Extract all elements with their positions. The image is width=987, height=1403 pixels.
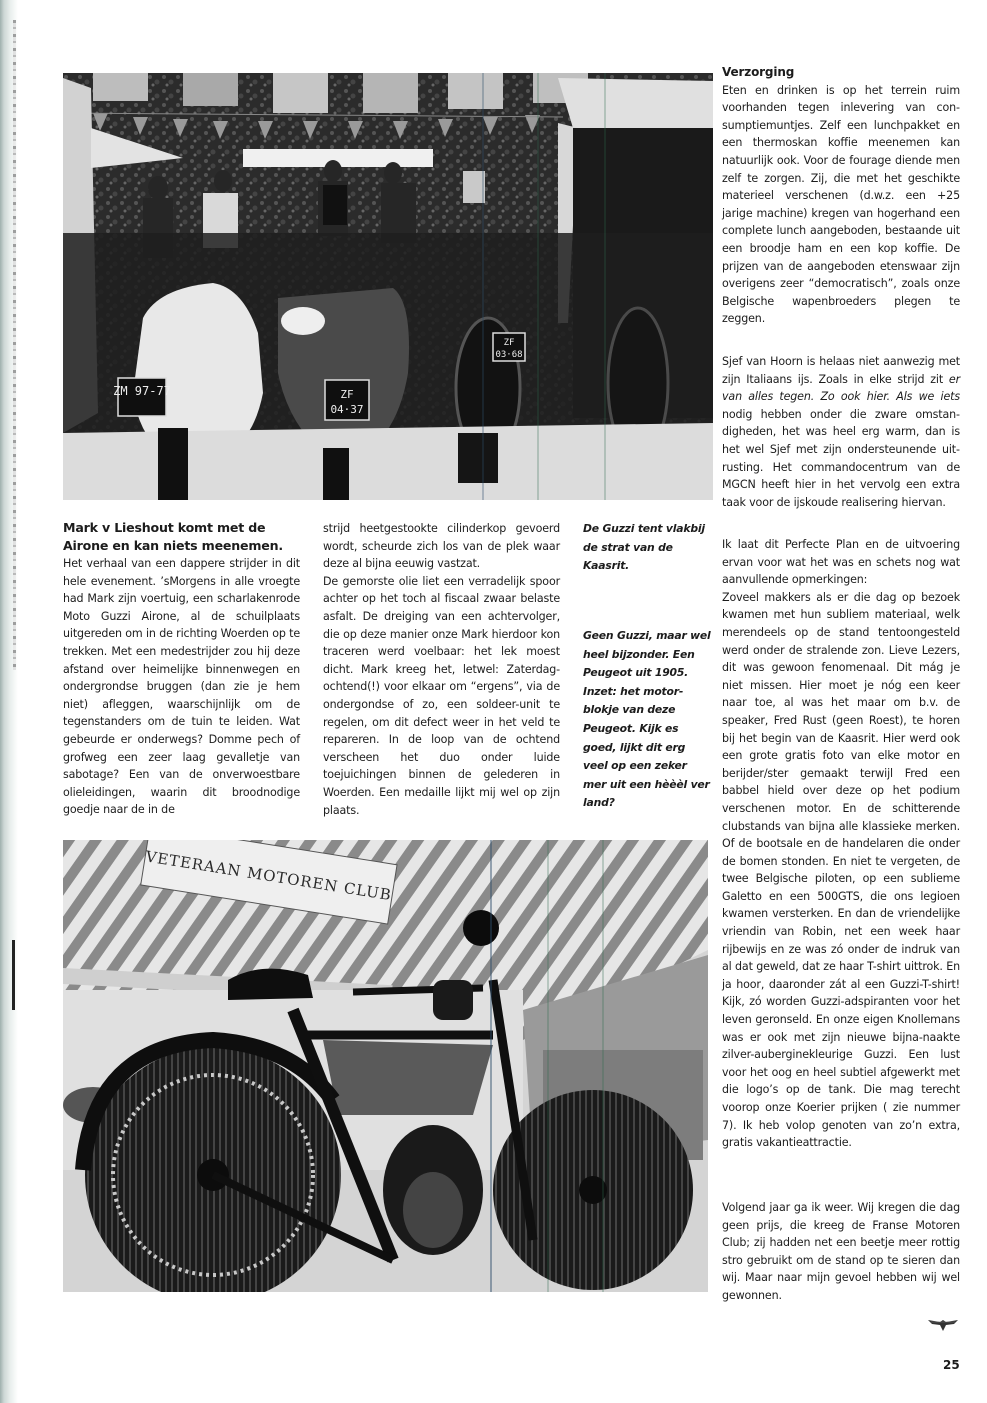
paragraph-plan-intro: Ik laat dit Perfecte Plan en de uitvoering ervan voor wat het was en schets nog wat aanvullende opmerkingen:: [722, 538, 960, 587]
page-number: 25: [943, 1358, 960, 1372]
photo-guzzi-tent: [63, 73, 713, 500]
paragraph-mark-cont: strijd heetgestookte cilinderkop gevoerd wordt, scheurde zich los van de plek waar deze al bijna eeuwig vastzat.: [323, 522, 560, 571]
scan-mark: [12, 940, 15, 1010]
caption-top-photo: De Guzzi tent vlakbij de strat van de Kaasrit.: [583, 522, 705, 573]
heading-mark: Mark v Lieshout komt met de Airone en kan niets meenemen.: [63, 520, 283, 553]
plate-zf-0437: ZF: [340, 388, 354, 401]
eagle-wings-icon: [928, 1317, 958, 1333]
plate-zf-0368: ZF: [503, 338, 515, 348]
sign-text: VETERAAN MOTOREN CLUB: [144, 847, 394, 905]
caption-bottom-1: Geen Guzzi, maar wel heel bijzonder. Een Peugeot uit 1905.: [583, 629, 711, 680]
plate-zf-0368-num: 03·68: [495, 350, 523, 360]
photo-peugeot-1905: [63, 840, 708, 1292]
caption-bottom-photo: [583, 627, 713, 813]
paragraph-mark-2: De gemorste olie liet een verradelijk spoor achter op het toch al fiscaal zwaar belaste asfalt. De dreiging van een achtervolger, die op deze manier onze Mark hierdoor kon traceren werd voelbaar: het lek moest dicht. Mark kreeg het, letwel: Zaterdag-ochtend(!) voor elkaar om “ergens”, via de ondergondse of zo, een soldeer-unit te regelen, om dit defect weer in het veld te repareren. In de loop van de ochtend verscheen het duo onder luide toejuichingen binnen de gelederen in Woerden. Een medaille lijkt mij wel op zijn plaats.: [323, 574, 560, 817]
photo-peugeot-image: [63, 840, 708, 1292]
section-mark: [63, 519, 300, 819]
photo-guzzi-tent-image: [63, 73, 713, 500]
paragraph-sjef-end: nodig hebben onder die zware omstandigheden, het was heel erg warm, dan is het wel Sjef met zijn ondersteunende uitrusting. Het commandocentrum van de MGCN heeft hier in het vervolg een extra taak voor de ijskoude realisering hiervan.: [722, 407, 960, 509]
section-sjef: [722, 353, 960, 511]
paragraph-sjef-start: Sjef van Hoorn is helaas niet aanwezig met zijn Italiaans ijs. Zoals in elke strijd zit: [722, 355, 960, 386]
heading-verzorging: Verzorging: [722, 65, 795, 79]
section-plan: [722, 536, 960, 1152]
paragraph-mark: Het verhaal van een dappere strijder in dit hele evenement. ’sMorgens in alle vroegte had Mark zijn voertuig, een scharlakenrode Moto Guzzi Airone, al de schuilplaats uitgereden om in de richting Woerden op te trekken. Met een medestrijder zou hij deze afstand over heimelijke binnenwegen en ondergrondse bruggen (dan zie je hem niet) afleggen, waarschijnlijk om de tegenstanders om de tuin te leiden. Wat gebeurde er onderwegs? Domme pech of grofweg een zeer laag gevalletje van sabotage? Een van de onverwoestbare olieleidingen, waarin dit broodnodige goedje naar de in de: [63, 557, 300, 817]
caption-bottom-2: Inzet: het motorblokje van deze Peugeot. Kijk es goed, lijkt dit erg veel op een zeker mer uit een hèèèl ver land?: [583, 684, 710, 810]
paragraph-closing: Volgend jaar ga ik weer. Wij kregen die dag geen prijs, die kreeg de Franse Motoren Club; zij hadden net een beetje meer rottig stro gebruikt om de stand op te sieren dan wij. Maar naar mijn gevoel hebben wij wel gewonnen.: [722, 1201, 960, 1302]
paragraph-sjef: [722, 353, 960, 511]
paragraph-plan-body: Zoveel makkers als er die dag op bezoek kwamen met hun subliem materiaal, welk merendeels op de stand tentoongesteld werd onder de stralende zon. Lieve Lezers, dit was gewoon fenomenaal. Dit mág je niet missen. Hier moet je nóg een keer naar toe, al was het maar om b.v. de speaker, Fred Rust (geen Roest), te horen bij het begin van de Kaasrit. Hier werd ook een grote gratis foto van elke motor en berijder/ster gemaakt terwijl Fred een babbel hield over deze op het podium verschenen motor. En de schitterende clubstands van bijna alle klassieke merken. Of de bootsale en de handelaren die onder de bomen stonden. En niet te vergeten, de twee Belgische piloten, op een sublieme Galetto en een 500GTS, die ons legioen kwamen versterken. En dan de vriendelijke vriendin van Robin, net een week haar rijbewijs en ze was zó onder de indruk van al dat geweld, dat ze haar T-shirt uittrok. En ja hoor, daaronder zát al een Guzzi-T-shirt! Kijk, zó worden Guzzi-adspiranten voor het leven geronseld. En onze eigen Knollemans was er ook met zijn nieuwe bijna-naakte zilver-auberginekleurige Guzzi. Een lust voor het oog en heel subtiel afgewerkt met die logo’s op de tank. Die mag terecht voorop onze Koerier prijken ( zie nummer 7). Ik heb volop genoten van zo’n extra, gratis vakantieattractie.: [722, 590, 960, 1150]
paragraph-verzorging: Eten en drinken is op het terrein ruim voorhanden tegen inlevering van consumptiemuntjes. Zelf een lunchpakket en een thermoskan koffie meenemen kan natuurlijk ook. Voor de fourage diende men zelf te zorgen. Zij, die met het geschikte materieel verschenen (d.w.z. een +25 jarige machine) kregen van hogerhand een complete lunch aangeboden, bestaande uit een broodje ham en een kop koffie. De prijzen van de aangeboden etenswaar zijn overigens zeer “democratisch”, zoals onze Belgische wapenbroeders plegen te zeggen.: [722, 83, 960, 326]
scan-edge: [0, 0, 18, 1403]
paragraph-sjef-italic: er van alles tegen. Zo ook hier. Als we iets: [722, 372, 960, 404]
section-mark-continued: [323, 520, 560, 819]
plate-zf-0437-num: 04·37: [330, 403, 364, 416]
section-verzorging: [722, 64, 960, 328]
section-closing: [722, 1199, 960, 1305]
plate-zm: ZM 97-77: [113, 384, 171, 398]
